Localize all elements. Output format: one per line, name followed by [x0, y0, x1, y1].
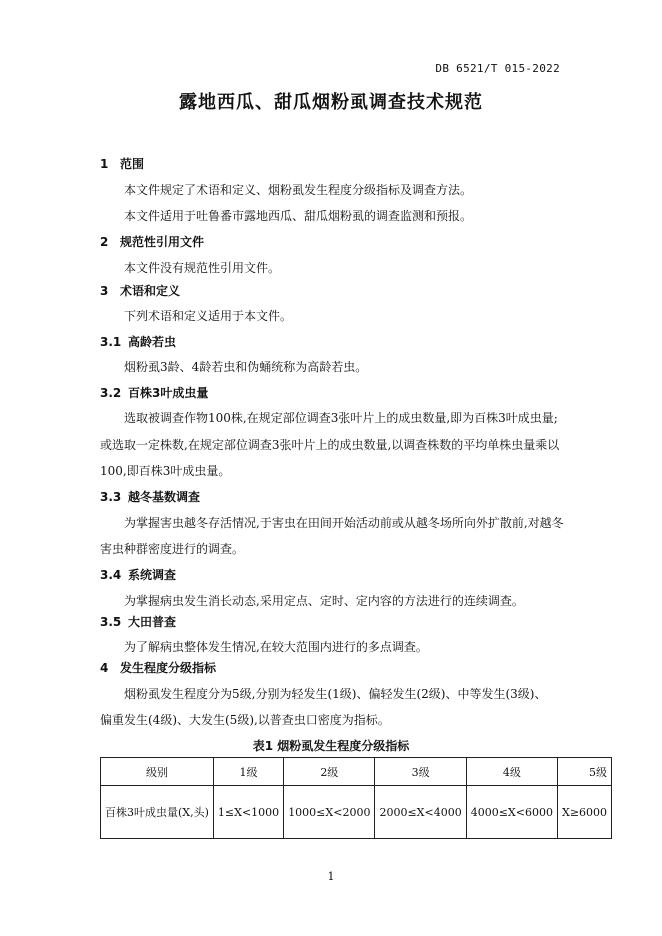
paragraph: 本文件适用于吐鲁番市露地西瓜、甜瓜烟粉虱的调查监测和预报。: [124, 209, 473, 223]
section-title: 规范性引用文件: [120, 235, 205, 249]
table-header-cell: 4级: [466, 758, 557, 786]
page-title: 露地西瓜、甜瓜烟粉虱调查技术规范: [179, 92, 483, 113]
subsection-title: 系统调查: [128, 568, 177, 582]
paragraph-line: 偏重发生(4级)、大发生(5级),以普查虫口密度为指标。: [100, 713, 390, 727]
page-number: 1: [327, 870, 335, 883]
section-heading-4: [100, 659, 216, 676]
subsection-title: 越冬基数调查: [128, 490, 201, 504]
table-cell: 1≤X<1000: [213, 786, 283, 839]
table-row: [101, 786, 612, 839]
paragraph-line: 害虫种群密度进行的调查。: [100, 542, 245, 556]
subsection-heading-3-1: [100, 333, 176, 350]
paragraph: 本文件没有规范性引用文件。: [124, 261, 281, 275]
subsection-title: 百株3叶成虫量: [128, 386, 209, 400]
subsection-heading-3-4: [100, 566, 176, 583]
paragraph: 为掌握病虫发生消长动态,采用定点、定时、定内容的方法进行的连续调查。: [124, 594, 524, 608]
paragraph: 为了解病虫整体发生情况,在较大范围内进行的多点调查。: [124, 640, 428, 654]
table-header-cell: 5级: [557, 758, 611, 786]
subsection-number: 3.4: [100, 568, 122, 582]
table-caption: 表1 烟粉虱发生程度分级指标: [252, 739, 410, 753]
table-cell: 2000≤X<4000: [375, 786, 466, 839]
paragraph-line: 100,即百株3叶成虫量。: [100, 464, 231, 478]
subsection-title: 高龄若虫: [128, 335, 177, 349]
paragraph-line: 烟粉虱发生程度分为5级,分别为轻发生(1级)、偏轻发生(2级)、中等发生(3级)、: [124, 687, 547, 701]
paragraph: 烟粉虱3龄、4龄若虫和伪蛹统称为高龄若虫。: [124, 360, 368, 374]
paragraph: 本文件规定了术语和定义、烟粉虱发生程度分级指标及调查方法。: [124, 183, 473, 197]
section-title: 范围: [120, 157, 145, 171]
section-title: 术语和定义: [120, 284, 181, 298]
grade-table: [100, 757, 612, 839]
section-heading-1: [100, 155, 144, 172]
section-title: 发生程度分级指标: [120, 661, 217, 675]
paragraph-line: 为掌握害虫越冬存活情况,于害虫在田间开始活动前或从越冬场所向外扩散前,对越冬: [124, 516, 564, 530]
table-cell: 百株3叶成虫量(X,头): [101, 786, 214, 839]
table-header-cell: 级别: [101, 758, 214, 786]
section-number: 2: [100, 235, 109, 249]
subsection-number: 3.5: [100, 615, 122, 629]
section-heading-3: [100, 282, 180, 299]
subsection-title: 大田普查: [128, 615, 177, 629]
table-header-cell: 1级: [213, 758, 283, 786]
document-number: DB 6521/T 015-2022: [435, 62, 560, 75]
subsection-number: 3.1: [100, 335, 122, 349]
section-heading-2: [100, 233, 204, 250]
section-number: 4: [100, 661, 109, 675]
subsection-number: 3.3: [100, 490, 122, 504]
subsection-heading-3-2: [100, 384, 208, 401]
table-header-cell: 3级: [375, 758, 466, 786]
paragraph-line: 选取被调查作物100株,在规定部位调查3张叶片上的成虫数量,即为百株3叶成虫量;: [124, 411, 558, 425]
paragraph: 下列术语和定义适用于本文件。: [124, 309, 293, 323]
paragraph-line: 或选取一定株数,在规定部位调查3张叶片上的成虫数量,以调查株数的平均单株虫量乘以: [100, 438, 560, 452]
table-cell: X≥6000: [557, 786, 611, 839]
table-header-row: [101, 758, 612, 786]
table-cell: 4000≤X<6000: [466, 786, 557, 839]
subsection-heading-3-5: [100, 613, 176, 630]
subsection-heading-3-3: [100, 488, 200, 505]
table-cell: 1000≤X<2000: [284, 786, 375, 839]
section-number: 3: [100, 284, 109, 298]
table-header-cell: 2级: [284, 758, 375, 786]
section-number: 1: [100, 157, 109, 171]
subsection-number: 3.2: [100, 386, 122, 400]
